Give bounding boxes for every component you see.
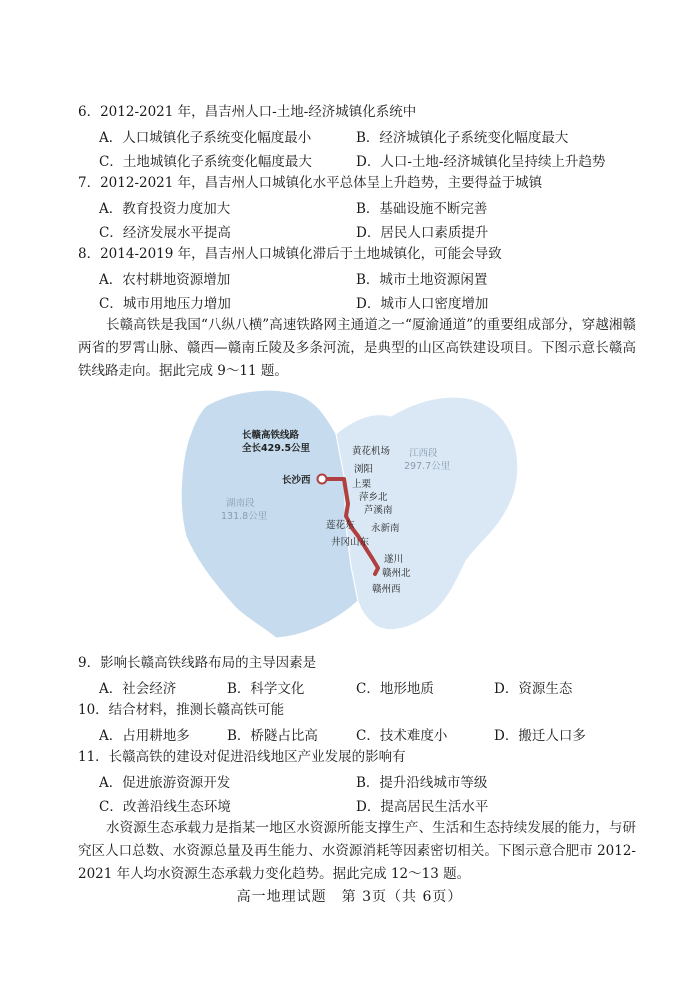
q8-stem: 8．2014-2019 年，昌吉州人口城镇化滞后于土地城镇化，可能会导致 <box>78 246 502 262</box>
hunan-length: 131.8公里 <box>221 511 268 522</box>
q9-option-d: D．资源生态 <box>494 681 573 697</box>
station-ganzhou-west: 赣州西 <box>372 584 401 595</box>
jiangxi-label: 江西段 <box>409 448 438 459</box>
q10-stem: 10．结合材料，推测长赣高铁可能 <box>78 702 285 718</box>
q11-option-a: A．促进旅游资源开发 <box>99 775 231 791</box>
q8-option-c: C．城市用地压力增加 <box>99 296 231 312</box>
q10-option-b: B．桥隧占比高 <box>227 728 318 744</box>
q7-option-d: D．居民人口素质提升 <box>356 225 489 241</box>
q6-option-b: B．经济城镇化子系统变化幅度最大 <box>356 130 569 146</box>
q9-option-c: C．地形地质 <box>356 681 434 697</box>
map-title-line1: 长赣高铁线路 <box>242 430 300 441</box>
map-title-line2: 全长429.5公里 <box>242 443 311 454</box>
station-ganzhou-north: 赣州北 <box>382 568 411 579</box>
station-pingxiang-north: 萍乡北 <box>359 492 388 503</box>
q11-stem: 11．长赣高铁的建设对促进沿线地区产业发展的影响有 <box>78 749 406 765</box>
q10-option-c: C．技术难度小 <box>356 728 448 744</box>
q6-stem: 6．2012-2021 年，昌吉州人口-土地-经济城镇化系统中 <box>78 104 417 120</box>
station-luxi-south: 芦溪南 <box>364 505 393 516</box>
station-jinggangshan-east: 井冈山东 <box>331 537 370 548</box>
hunan-region <box>181 390 358 638</box>
changsha-west-station-marker <box>318 475 327 484</box>
q7-option-c: C．经济发展水平提高 <box>99 225 231 241</box>
q9-stem: 9．影响长赣高铁线路布局的主导因素是 <box>78 655 317 671</box>
q10-option-d: D．搬迁人口多 <box>494 728 586 744</box>
page-footer: 高一地理试题 第 3页（共 6页） <box>236 889 463 905</box>
q7-option-a: A．教育投资力度加大 <box>99 201 231 217</box>
q8-option-b: B．城市土地资源闲置 <box>356 272 488 288</box>
hunan-label: 湖南段 <box>226 498 255 509</box>
q11-option-d: D．提高居民生活水平 <box>356 799 489 815</box>
station-huanghua-airport: 黄花机场 <box>352 446 391 457</box>
station-changsha-west: 长沙西 <box>282 475 311 486</box>
q8-option-a: A．农村耕地资源增加 <box>99 272 231 288</box>
station-liuyang: 浏阳 <box>354 464 374 475</box>
q11-option-c: C．改善沿线生态环境 <box>99 799 231 815</box>
station-lianhua-east: 莲花东 <box>326 520 355 531</box>
station-yongxin-south: 永新南 <box>371 523 400 534</box>
q9-option-a: A．社会经济 <box>99 681 177 697</box>
q6-option-a: A．人口城镇化子系统变化幅度最小 <box>99 130 312 146</box>
station-suichuan: 遂川 <box>384 554 404 565</box>
q6-option-d: D．人口-土地-经济城镇化呈持续上升趋势 <box>356 154 606 170</box>
station-shangli: 上栗 <box>352 479 372 490</box>
q7-option-b: B．基础设施不断完善 <box>356 201 488 217</box>
material-paragraph-2: 水资源生态承载力是指某一地区水资源所能支撑生产、生活和生态持续发展的能力，与研究区人口总数、水资源总量及再生能力、水资源消耗等因素密切相关。下图示意合肥市 2012-2021 年人均水资源生态承载力变化趋势。据此完成 12～13 题。 <box>78 820 636 882</box>
changgan-railway-map <box>176 386 524 640</box>
q6-option-c: C．土地城镇化子系统变化幅度最大 <box>99 154 312 170</box>
q8-option-d: D．城市人口密度增加 <box>356 296 489 312</box>
q11-option-b: B．提升沿线城市等级 <box>356 775 488 791</box>
q10-option-a: A．占用耕地多 <box>99 728 190 744</box>
q7-stem: 7．2012-2021 年，昌吉州人口城镇化水平总体呈上升趋势，主要得益于城镇 <box>78 175 543 191</box>
material-paragraph-1: 长赣高铁是我国“八纵八横”高速铁路网主通道之一“厦渝通道”的重要组成部分，穿越湘赣两省的罗霄山脉、赣西—赣南丘陵及多条河流，是典型的山区高铁建设项目。下图示意长赣高铁线路走向。据此完成 9～11 题。 <box>78 317 636 379</box>
jiangxi-length: 297.7公里 <box>404 461 451 472</box>
q9-option-b: B．科学文化 <box>227 681 305 697</box>
